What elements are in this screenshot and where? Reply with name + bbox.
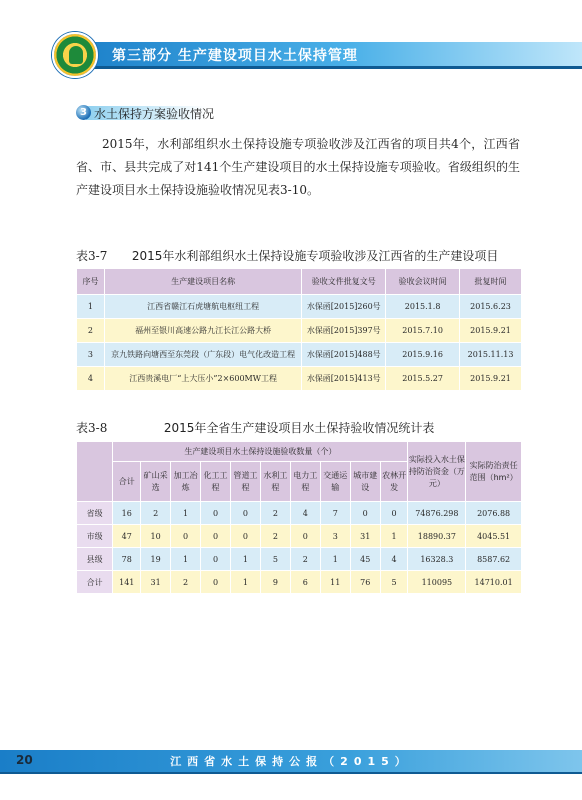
table-cell: 0 <box>350 502 380 525</box>
table-cell: 2 <box>290 548 320 571</box>
table-cell: 1 <box>320 548 350 571</box>
table-row <box>77 367 522 391</box>
table-cell: 19 <box>141 548 171 571</box>
total-row <box>77 571 522 594</box>
table-cell: 5 <box>260 548 290 571</box>
table-cell: 2015.7.10 <box>386 319 460 343</box>
table8-number: 表3-8 <box>76 421 108 435</box>
table7-title: 2015年水利部组织水土保持设施专项验收涉及江西省的生产建设项目 <box>131 249 499 263</box>
table-cell: 0 <box>201 525 231 548</box>
area-cell: 8587.62 <box>466 548 522 571</box>
col-header: 批复时间 <box>460 269 522 295</box>
row-label: 省级 <box>77 502 113 525</box>
table-cell: 2 <box>141 502 171 525</box>
table7-caption <box>76 247 498 264</box>
page-header <box>0 32 582 72</box>
table-cell: 水保函[2015]413号 <box>302 367 386 391</box>
area-cell: 2076.88 <box>466 502 522 525</box>
table-cell: 水保函[2015]260号 <box>302 295 386 319</box>
table-cell: 0 <box>230 525 260 548</box>
table-cell: 0 <box>380 502 408 525</box>
table-row <box>77 295 522 319</box>
table-cell: 7 <box>320 502 350 525</box>
footer-title: 江西省水土保持公报（2015） <box>170 755 412 768</box>
table-cell: 2015.9.21 <box>460 367 522 391</box>
table-cell: 2015.9.16 <box>386 343 460 367</box>
invest-cell: 74876.298 <box>408 502 466 525</box>
footer-line <box>0 772 582 774</box>
table-cell: 6 <box>290 571 320 594</box>
row-label: 县级 <box>77 548 113 571</box>
table-cell: 4 <box>77 367 105 391</box>
area-cell: 14710.01 <box>466 571 522 594</box>
table-cell: 1 <box>230 571 260 594</box>
table-cell: 2 <box>260 502 290 525</box>
col-header: 电力工程 <box>290 462 320 502</box>
table-cell: 2 <box>77 319 105 343</box>
table-cell: 0 <box>201 502 231 525</box>
header-underline <box>62 66 582 69</box>
table-cell: 31 <box>141 571 171 594</box>
table-cell: 1 <box>77 295 105 319</box>
col-header: 合计 <box>113 462 141 502</box>
table-cell: 47 <box>113 525 141 548</box>
area-cell: 4045.51 <box>466 525 522 548</box>
table-cell: 1 <box>230 548 260 571</box>
table-row <box>77 548 522 571</box>
table7-number: 表3-7 <box>76 249 108 263</box>
table-header-row <box>77 269 522 295</box>
table-cell: 1 <box>171 502 201 525</box>
table-cell: 京九铁路向塘西至东莞段（广东段）电气化改造工程 <box>104 343 301 367</box>
table-cell: 2015.11.13 <box>460 343 522 367</box>
table-row <box>77 502 522 525</box>
table-cell: 0 <box>201 571 231 594</box>
section-title: 水土保持方案验收情况 <box>94 107 215 121</box>
table-row <box>77 525 522 548</box>
table-cell: 5 <box>380 571 408 594</box>
col-header: 城市建设 <box>350 462 380 502</box>
table-cell: 1 <box>171 548 201 571</box>
row-label: 市级 <box>77 525 113 548</box>
table-cell: 0 <box>290 525 320 548</box>
table-cell: 9 <box>260 571 290 594</box>
table-cell: 141 <box>113 571 141 594</box>
body-paragraph: 2015年，水利部组织水土保持设施专项验收涉及江西省的项目共4个，江西省省、市、县共完成了对141个生产建设项目的水土保持设施专项验收。省级组织的生产建设项目水土保持设施验收情况见表3-10。 <box>76 137 520 197</box>
col-header: 水利工程 <box>260 462 290 502</box>
table-cell: 11 <box>320 571 350 594</box>
table-cell: 2015.6.23 <box>460 295 522 319</box>
page-number: 20 <box>16 753 33 767</box>
table-cell: 江西贵溪电厂“上大压小”2×600MW工程 <box>104 367 301 391</box>
col-header: 生产建设项目名称 <box>104 269 301 295</box>
table-cell: 10 <box>141 525 171 548</box>
section-bullet-icon: 3 <box>76 105 91 120</box>
table8-title: 2015年全省生产建设项目水土保持验收情况统计表 <box>163 421 435 435</box>
table-row <box>77 343 522 367</box>
area-header: 实际防治责任范围（hm²） <box>466 442 522 502</box>
table-cell: 2015.9.21 <box>460 319 522 343</box>
table-cell: 2 <box>171 571 201 594</box>
table-cell: 水保函[2015]397号 <box>302 319 386 343</box>
table-cell: 0 <box>230 502 260 525</box>
col-header: 加工冶炼 <box>171 462 201 502</box>
table-cell: 0 <box>201 548 231 571</box>
table-cell: 45 <box>350 548 380 571</box>
table-cell: 78 <box>113 548 141 571</box>
table-cell: 江西省赣江石虎塘航电枢纽工程 <box>104 295 301 319</box>
col-header: 交通运输 <box>320 462 350 502</box>
header-title: 第三部分 生产建设项目水土保持管理 <box>112 48 358 64</box>
logo-icon <box>52 32 98 78</box>
col-header: 验收文件批复文号 <box>302 269 386 295</box>
table-cell: 3 <box>320 525 350 548</box>
invest-cell: 18890.37 <box>408 525 466 548</box>
table-header-row <box>77 442 522 462</box>
table-cell: 水保函[2015]488号 <box>302 343 386 367</box>
table-cell: 2015.1.8 <box>386 295 460 319</box>
table-cell: 76 <box>350 571 380 594</box>
table-cell: 0 <box>171 525 201 548</box>
statistics-table-3-8 <box>76 441 522 594</box>
invest-cell: 16328.3 <box>408 548 466 571</box>
col-header: 序号 <box>77 269 105 295</box>
col-header: 农林开发 <box>380 462 408 502</box>
table-cell: 1 <box>380 525 408 548</box>
invest-header: 实际投入水土保持防治资金（万元） <box>408 442 466 502</box>
table-cell: 福州至银川高速公路九江长江公路大桥 <box>104 319 301 343</box>
table-cell: 31 <box>350 525 380 548</box>
table-cell: 4 <box>290 502 320 525</box>
table-cell: 2 <box>260 525 290 548</box>
table-cell: 16 <box>113 502 141 525</box>
table-cell: 2015.5.27 <box>386 367 460 391</box>
acceptance-table-3-7 <box>76 268 522 391</box>
table8-caption <box>76 419 434 436</box>
invest-cell: 110095 <box>408 571 466 594</box>
col-header: 矿山采选 <box>141 462 171 502</box>
row-label: 合计 <box>77 571 113 594</box>
col-header: 验收会议时间 <box>386 269 460 295</box>
corner-header <box>77 442 113 502</box>
group-header: 生产建设项目水土保持设施验收数量（个） <box>113 442 408 462</box>
col-header: 管道工程 <box>230 462 260 502</box>
table-row <box>77 319 522 343</box>
col-header: 化工工程 <box>201 462 231 502</box>
table-cell: 3 <box>77 343 105 367</box>
table-cell: 4 <box>380 548 408 571</box>
